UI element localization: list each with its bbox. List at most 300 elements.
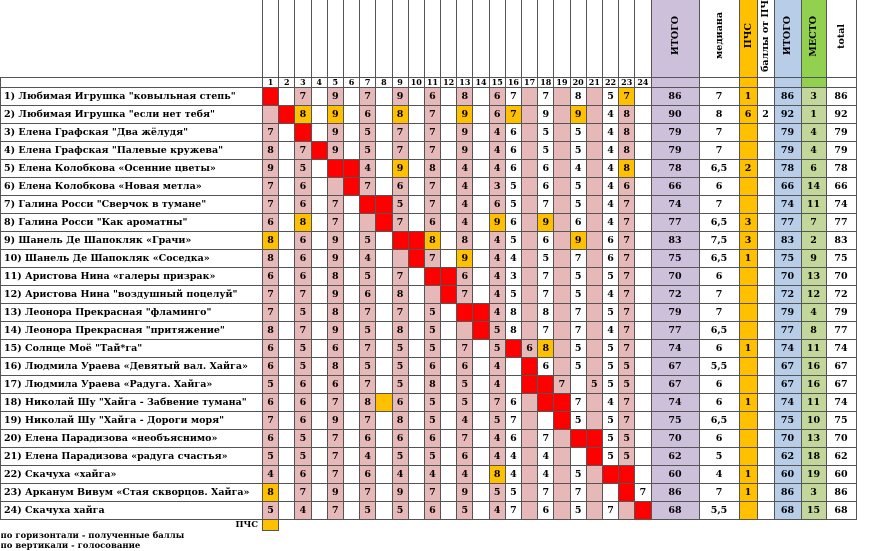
score-cell bbox=[635, 267, 651, 285]
total-cell: 74 bbox=[826, 339, 856, 357]
score-cell bbox=[376, 429, 392, 447]
score-cell: 4 bbox=[489, 231, 505, 249]
score-cell bbox=[279, 249, 295, 267]
score-cell: 9 bbox=[570, 105, 586, 123]
score-cell bbox=[522, 267, 538, 285]
score-cell bbox=[311, 159, 327, 177]
score-cell: 6 bbox=[505, 393, 521, 411]
score-cell bbox=[554, 267, 570, 285]
score-cell: 7 bbox=[327, 393, 343, 411]
score-cell: 7 bbox=[392, 213, 408, 231]
score-cell bbox=[408, 501, 424, 519]
score-cell bbox=[586, 411, 602, 429]
score-cell bbox=[586, 447, 602, 465]
score-cell bbox=[311, 465, 327, 483]
score-cell: 8 bbox=[327, 267, 343, 285]
table-row bbox=[1, 447, 857, 465]
score-cell: 7 bbox=[295, 141, 311, 159]
score-cell bbox=[441, 393, 457, 411]
table-row bbox=[1, 393, 857, 411]
bally-cell bbox=[757, 303, 774, 321]
header-corner bbox=[1, 0, 263, 77]
score-cell bbox=[441, 267, 457, 285]
itogo-cell: 77 bbox=[651, 213, 699, 231]
total-cell: 79 bbox=[826, 123, 856, 141]
score-cell: 7 bbox=[538, 483, 554, 501]
pchs-header-text: ПЧС bbox=[742, 23, 754, 49]
score-cell: 6 bbox=[489, 87, 505, 105]
bally-cell bbox=[757, 285, 774, 303]
score-cell bbox=[376, 267, 392, 285]
score-cell: 5 bbox=[263, 447, 279, 465]
score-cell: 4 bbox=[457, 195, 473, 213]
score-cell: 5 bbox=[505, 285, 521, 303]
column-number: 2 bbox=[279, 77, 295, 87]
column-number: 19 bbox=[554, 77, 570, 87]
score-cell: 7 bbox=[619, 87, 635, 105]
score-cell bbox=[408, 285, 424, 303]
score-cell bbox=[311, 267, 327, 285]
total-cell: 62 bbox=[826, 447, 856, 465]
row-name: 15) Солнце Моё "Тай*га" bbox=[1, 339, 263, 357]
score-cell bbox=[635, 501, 651, 519]
score-cell bbox=[279, 213, 295, 231]
score-cell bbox=[408, 411, 424, 429]
score-cell: 4 bbox=[489, 141, 505, 159]
mediana-cell: 4 bbox=[699, 465, 739, 483]
itogo-cell: 86 bbox=[651, 483, 699, 501]
score-cell: 6 bbox=[489, 105, 505, 123]
score-cell bbox=[522, 177, 538, 195]
itogo2-cell: 72 bbox=[774, 285, 801, 303]
mediana-cell: 8 bbox=[699, 105, 739, 123]
score-cell: 7 bbox=[570, 303, 586, 321]
row-name: 19) Николай Шу "Хайга - Дороги моря" bbox=[1, 411, 263, 429]
score-cell bbox=[311, 249, 327, 267]
bally-cell bbox=[757, 339, 774, 357]
score-cell: 5 bbox=[619, 447, 635, 465]
row-name: 6) Елена Колобкова «Новая метла» bbox=[1, 177, 263, 195]
score-cell bbox=[263, 87, 279, 105]
bally-cell bbox=[757, 357, 774, 375]
bally-cell bbox=[757, 177, 774, 195]
score-cell: 6 bbox=[505, 159, 521, 177]
score-cell: 5 bbox=[424, 447, 440, 465]
score-cell bbox=[586, 267, 602, 285]
legend-horizontal: по горизонтали - полученные баллы bbox=[0, 530, 185, 541]
score-cell bbox=[538, 411, 554, 429]
total-cell: 77 bbox=[826, 213, 856, 231]
total-cell: 74 bbox=[826, 195, 856, 213]
itogo-cell: 66 bbox=[651, 177, 699, 195]
score-cell bbox=[343, 141, 359, 159]
mediana-cell: 6,5 bbox=[699, 213, 739, 231]
score-cell: 5 bbox=[424, 393, 440, 411]
score-cell: 7 bbox=[538, 321, 554, 339]
score-cell bbox=[408, 231, 424, 249]
score-cell: 5 bbox=[538, 123, 554, 141]
header-spacer bbox=[311, 0, 327, 77]
score-cell: 7 bbox=[635, 483, 651, 501]
score-cell bbox=[343, 393, 359, 411]
score-cell bbox=[311, 195, 327, 213]
score-cell bbox=[570, 375, 586, 393]
score-cell: 6 bbox=[360, 465, 376, 483]
mesto-cell: 16 bbox=[801, 375, 826, 393]
score-cell: 7 bbox=[424, 141, 440, 159]
score-cell: 6 bbox=[392, 429, 408, 447]
score-cell bbox=[311, 231, 327, 249]
score-cell: 9 bbox=[392, 483, 408, 501]
score-cell: 4 bbox=[538, 447, 554, 465]
score-cell bbox=[441, 339, 457, 357]
score-cell: 9 bbox=[457, 483, 473, 501]
score-cell bbox=[505, 357, 521, 375]
row-name: 12) Аристова Нина "воздушный поцелуй" bbox=[1, 285, 263, 303]
table-row bbox=[1, 231, 857, 249]
score-cell bbox=[554, 249, 570, 267]
score-cell: 5 bbox=[295, 339, 311, 357]
score-cell: 8 bbox=[263, 141, 279, 159]
score-cell: 7 bbox=[619, 249, 635, 267]
score-cell: 5 bbox=[570, 357, 586, 375]
score-cell: 6 bbox=[295, 267, 311, 285]
score-cell bbox=[554, 393, 570, 411]
mediana-header bbox=[699, 0, 739, 77]
score-cell bbox=[522, 501, 538, 519]
score-cell bbox=[473, 285, 489, 303]
header-spacer bbox=[522, 0, 538, 77]
pchs-cell bbox=[739, 303, 757, 321]
table-row bbox=[1, 141, 857, 159]
score-cell bbox=[635, 231, 651, 249]
score-cell bbox=[473, 105, 489, 123]
row-name: 13) Леонора Прекрасная "фламинго" bbox=[1, 303, 263, 321]
score-cell bbox=[554, 177, 570, 195]
table-row bbox=[1, 123, 857, 141]
score-cell bbox=[408, 267, 424, 285]
score-cell bbox=[522, 249, 538, 267]
score-cell: 9 bbox=[489, 213, 505, 231]
table-row bbox=[1, 87, 857, 105]
score-cell bbox=[602, 483, 618, 501]
score-cell bbox=[635, 411, 651, 429]
score-cell: 6 bbox=[295, 393, 311, 411]
score-cell bbox=[522, 357, 538, 375]
score-cell bbox=[311, 321, 327, 339]
mesto-header-sub bbox=[801, 77, 826, 87]
score-cell: 4 bbox=[602, 105, 618, 123]
score-cell bbox=[376, 447, 392, 465]
itogo2-cell: 74 bbox=[774, 339, 801, 357]
itogo-cell: 77 bbox=[651, 321, 699, 339]
itogo2-cell: 62 bbox=[774, 447, 801, 465]
score-cell: 7 bbox=[619, 339, 635, 357]
itogo-cell: 79 bbox=[651, 123, 699, 141]
score-cell bbox=[473, 249, 489, 267]
total-cell: 70 bbox=[826, 429, 856, 447]
pchs-legend-swatch bbox=[263, 519, 279, 530]
score-cell bbox=[554, 411, 570, 429]
score-cell: 6 bbox=[263, 213, 279, 231]
mediana-cell: 6 bbox=[699, 375, 739, 393]
score-cell bbox=[376, 249, 392, 267]
score-cell: 5 bbox=[570, 123, 586, 141]
score-cell: 5 bbox=[295, 159, 311, 177]
score-cell: 6 bbox=[538, 357, 554, 375]
score-cell: 8 bbox=[505, 321, 521, 339]
score-cell: 7 bbox=[424, 105, 440, 123]
score-cell: 9 bbox=[327, 231, 343, 249]
itogo-cell: 70 bbox=[651, 429, 699, 447]
score-cell bbox=[635, 285, 651, 303]
score-cell bbox=[311, 141, 327, 159]
score-cell: 5 bbox=[570, 411, 586, 429]
score-cell bbox=[279, 411, 295, 429]
score-cell bbox=[586, 123, 602, 141]
pchs-cell bbox=[739, 123, 757, 141]
column-number: 9 bbox=[392, 77, 408, 87]
score-cell bbox=[522, 447, 538, 465]
score-cell bbox=[554, 429, 570, 447]
column-number: 6 bbox=[343, 77, 359, 87]
score-cell: 6 bbox=[457, 447, 473, 465]
pchs-cell: 3 bbox=[739, 231, 757, 249]
mediana-cell: 6 bbox=[699, 393, 739, 411]
score-cell bbox=[554, 141, 570, 159]
score-cell: 4 bbox=[570, 159, 586, 177]
score-cell: 5 bbox=[586, 375, 602, 393]
score-cell: 5 bbox=[392, 339, 408, 357]
score-cell: 6 bbox=[392, 177, 408, 195]
score-cell bbox=[408, 483, 424, 501]
score-cell: 9 bbox=[392, 87, 408, 105]
itogo-cell: 90 bbox=[651, 105, 699, 123]
mesto-cell: 4 bbox=[801, 141, 826, 159]
numbers-corner bbox=[1, 77, 263, 87]
score-cell bbox=[635, 249, 651, 267]
score-cell: 9 bbox=[327, 249, 343, 267]
score-cell: 8 bbox=[392, 411, 408, 429]
score-cell bbox=[473, 429, 489, 447]
score-cell: 4 bbox=[602, 393, 618, 411]
score-cell: 9 bbox=[538, 105, 554, 123]
score-cell: 7 bbox=[538, 429, 554, 447]
score-cell bbox=[586, 357, 602, 375]
score-cell bbox=[635, 429, 651, 447]
score-cell bbox=[570, 447, 586, 465]
score-cell bbox=[311, 375, 327, 393]
score-cell bbox=[311, 105, 327, 123]
score-cell bbox=[376, 285, 392, 303]
score-cell bbox=[311, 87, 327, 105]
score-cell: 5 bbox=[360, 141, 376, 159]
column-number: 20 bbox=[570, 77, 586, 87]
score-cell bbox=[376, 303, 392, 321]
score-cell bbox=[392, 249, 408, 267]
score-cell: 5 bbox=[263, 375, 279, 393]
score-cell bbox=[279, 231, 295, 249]
score-cell: 4 bbox=[602, 285, 618, 303]
itogo-cell: 78 bbox=[651, 159, 699, 177]
total-header-sub bbox=[826, 77, 856, 87]
score-cell: 8 bbox=[263, 249, 279, 267]
mediana-cell: 6 bbox=[699, 267, 739, 285]
score-cell bbox=[408, 195, 424, 213]
score-cell: 4 bbox=[602, 213, 618, 231]
pchs-cell: 1 bbox=[739, 87, 757, 105]
score-cell: 6 bbox=[602, 231, 618, 249]
score-cell: 8 bbox=[619, 123, 635, 141]
header-spacer bbox=[343, 0, 359, 77]
header-spacer bbox=[327, 0, 343, 77]
row-name: 21) Елена Парадизова «радуга счастья» bbox=[1, 447, 263, 465]
header-spacer bbox=[279, 0, 295, 77]
score-cell: 6 bbox=[538, 177, 554, 195]
score-cell bbox=[343, 357, 359, 375]
score-cell: 9 bbox=[457, 141, 473, 159]
score-cell: 8 bbox=[295, 213, 311, 231]
score-cell bbox=[473, 141, 489, 159]
score-cell: 4 bbox=[489, 267, 505, 285]
score-cell: 6 bbox=[360, 429, 376, 447]
score-cell: 5 bbox=[489, 483, 505, 501]
total-cell: 75 bbox=[826, 411, 856, 429]
mediana-cell: 7 bbox=[699, 87, 739, 105]
score-cell: 4 bbox=[505, 249, 521, 267]
score-cell bbox=[376, 231, 392, 249]
score-cell: 8 bbox=[392, 285, 408, 303]
pchs-cell bbox=[739, 267, 757, 285]
score-cell: 7 bbox=[424, 195, 440, 213]
score-cell bbox=[554, 465, 570, 483]
header-spacer bbox=[602, 0, 618, 77]
score-cell: 6 bbox=[327, 339, 343, 357]
score-cell bbox=[279, 303, 295, 321]
score-cell: 9 bbox=[327, 483, 343, 501]
score-cell: 5 bbox=[489, 321, 505, 339]
score-cell bbox=[635, 213, 651, 231]
score-cell: 7 bbox=[538, 195, 554, 213]
table-row bbox=[1, 501, 857, 519]
score-cell bbox=[408, 141, 424, 159]
score-cell bbox=[408, 87, 424, 105]
itogo2-cell: 74 bbox=[774, 393, 801, 411]
column-number: 24 bbox=[635, 77, 651, 87]
itogo-header bbox=[651, 0, 699, 77]
mesto-cell: 16 bbox=[801, 357, 826, 375]
row-name: 24) Скачуха хайга bbox=[1, 501, 263, 519]
score-cell bbox=[522, 141, 538, 159]
score-cell: 7 bbox=[457, 429, 473, 447]
score-cell: 8 bbox=[457, 231, 473, 249]
score-cell: 8 bbox=[570, 87, 586, 105]
score-cell: 7 bbox=[327, 213, 343, 231]
header-spacer bbox=[360, 0, 376, 77]
score-cell bbox=[311, 447, 327, 465]
score-cell: 5 bbox=[392, 375, 408, 393]
score-cell bbox=[457, 321, 473, 339]
score-cell: 4 bbox=[457, 465, 473, 483]
score-cell bbox=[635, 465, 651, 483]
score-cell bbox=[343, 339, 359, 357]
score-cell: 6 bbox=[424, 501, 440, 519]
score-cell bbox=[522, 87, 538, 105]
score-cell bbox=[441, 375, 457, 393]
score-cell bbox=[635, 123, 651, 141]
score-cell bbox=[279, 321, 295, 339]
score-cell: 7 bbox=[263, 177, 279, 195]
score-cell bbox=[522, 483, 538, 501]
score-cell bbox=[522, 465, 538, 483]
mediana-header-text: медиана bbox=[713, 12, 725, 60]
score-cell: 5 bbox=[505, 231, 521, 249]
score-cell: 7 bbox=[554, 375, 570, 393]
score-cell bbox=[522, 105, 538, 123]
bally-cell bbox=[757, 375, 774, 393]
pchs-header bbox=[739, 0, 757, 77]
score-cell: 7 bbox=[619, 303, 635, 321]
score-cell bbox=[522, 285, 538, 303]
score-cell bbox=[473, 411, 489, 429]
score-cell bbox=[408, 249, 424, 267]
score-cell: 8 bbox=[538, 303, 554, 321]
table-row bbox=[1, 465, 857, 483]
score-cell bbox=[408, 357, 424, 375]
score-cell: 7 bbox=[619, 411, 635, 429]
bally-cell bbox=[757, 393, 774, 411]
mesto-cell: 14 bbox=[801, 177, 826, 195]
score-cell bbox=[554, 321, 570, 339]
score-cell: 5 bbox=[602, 303, 618, 321]
score-cell: 8 bbox=[424, 159, 440, 177]
table-row bbox=[1, 303, 857, 321]
row-name: 16) Людмила Ураева «Девятый вал. Хайга» bbox=[1, 357, 263, 375]
score-cell: 4 bbox=[538, 465, 554, 483]
total-cell: 70 bbox=[826, 267, 856, 285]
score-cell bbox=[376, 105, 392, 123]
score-cell: 5 bbox=[619, 375, 635, 393]
score-cell bbox=[279, 177, 295, 195]
header-spacer bbox=[619, 0, 635, 77]
header-spacer bbox=[457, 0, 473, 77]
score-cell bbox=[343, 303, 359, 321]
score-cell bbox=[586, 249, 602, 267]
column-number: 1 bbox=[263, 77, 279, 87]
score-cell: 6 bbox=[538, 501, 554, 519]
score-cell bbox=[473, 447, 489, 465]
score-cell: 8 bbox=[619, 105, 635, 123]
score-cell: 7 bbox=[327, 195, 343, 213]
score-cell bbox=[586, 465, 602, 483]
itogo-cell: 67 bbox=[651, 357, 699, 375]
score-cell bbox=[554, 195, 570, 213]
bally-cell bbox=[757, 501, 774, 519]
itogo2-cell: 68 bbox=[774, 501, 801, 519]
score-cell bbox=[586, 141, 602, 159]
score-cell bbox=[376, 465, 392, 483]
total-cell: 75 bbox=[826, 249, 856, 267]
score-cell bbox=[441, 159, 457, 177]
pchs-cell: 1 bbox=[739, 465, 757, 483]
score-cell: 6 bbox=[263, 357, 279, 375]
score-cell: 6 bbox=[392, 393, 408, 411]
score-cell: 9 bbox=[327, 411, 343, 429]
score-cell: 4 bbox=[489, 249, 505, 267]
score-cell: 7 bbox=[392, 141, 408, 159]
total-cell: 68 bbox=[826, 501, 856, 519]
score-cell: 7 bbox=[424, 123, 440, 141]
